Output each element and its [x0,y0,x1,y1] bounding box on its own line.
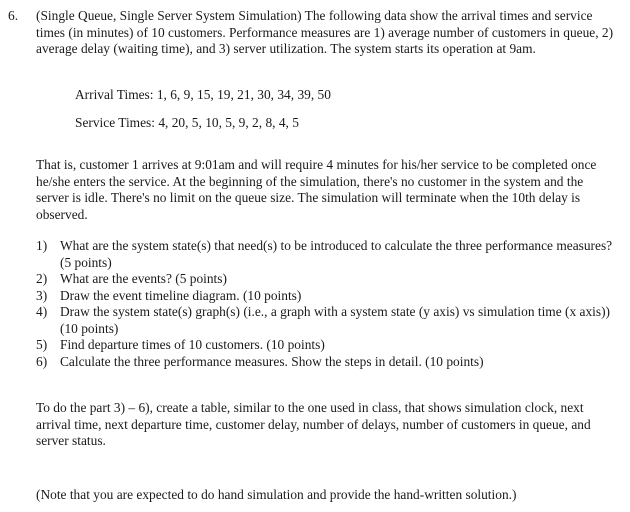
arrival-times-line: Arrival Times: 1, 6, 9, 15, 19, 21, 30, 34, 39, 50 [75,87,331,102]
part-text: Calculate the three performance measures. Show the steps in detail. (10 points) [60,353,484,369]
part-number: 4) [36,304,48,319]
parts-list [36,238,621,370]
explanation-paragraph: That is, customer 1 arrives at 9:01am and will require 4 minutes for his/her service to be completed once he/she enters the service. At the beginning of the simulation, there's no customer in the system and the server is idle. There's no limit on the queue size. The simulation will terminate when the 10th delay is observed. [36,157,597,222]
part-number: 6) [36,353,48,369]
part-item [36,337,621,354]
part-number: 5) [36,337,48,352]
question-number: 6. [8,8,19,23]
part-item [36,271,621,288]
table-instruction-paragraph: To do the part 3) – 6), create a table, similar to the one used in class, that shows simulation clock, next arrival time, next departure time, customer delay, number of delays, number of customers in queue, and server status. [36,400,591,448]
part-text: What are the events? (5 points) [60,271,227,286]
part-item [36,238,621,271]
part-number: 2) [36,271,48,286]
part-text: What are the system state(s) that need(s) to be introduced to calculate the three performance measures? (5 points) [60,238,613,270]
part-number: 1) [36,238,48,253]
part-text: Draw the system state(s) graph(s) (i.e., a graph with a system state (y axis) vs simulation time (x axis)) (10 points) [60,304,610,336]
part-item [36,288,621,305]
part-text: Draw the event timeline diagram. (10 points) [60,287,302,303]
part-number: 3) [36,287,48,303]
note-paragraph: (Note that you are expected to do hand simulation and provide the hand-written solution.) [36,487,517,502]
question-intro: (Single Queue, Single Server System Simulation) The following data show the arrival times and service times (in minutes) of 10 customers. Performance measures are 1) average number of customers in queue, 2) average delay (waiting time), and 3) server utilization. The system starts its operation at 9am. [36,8,614,56]
part-item [36,304,621,337]
part-item [36,354,621,371]
part-text: Find departure times of 10 customers. (10 points) [60,337,325,352]
service-times-line: Service Times: 4, 20, 5, 10, 5, 9, 2, 8, 4, 5 [75,115,299,130]
